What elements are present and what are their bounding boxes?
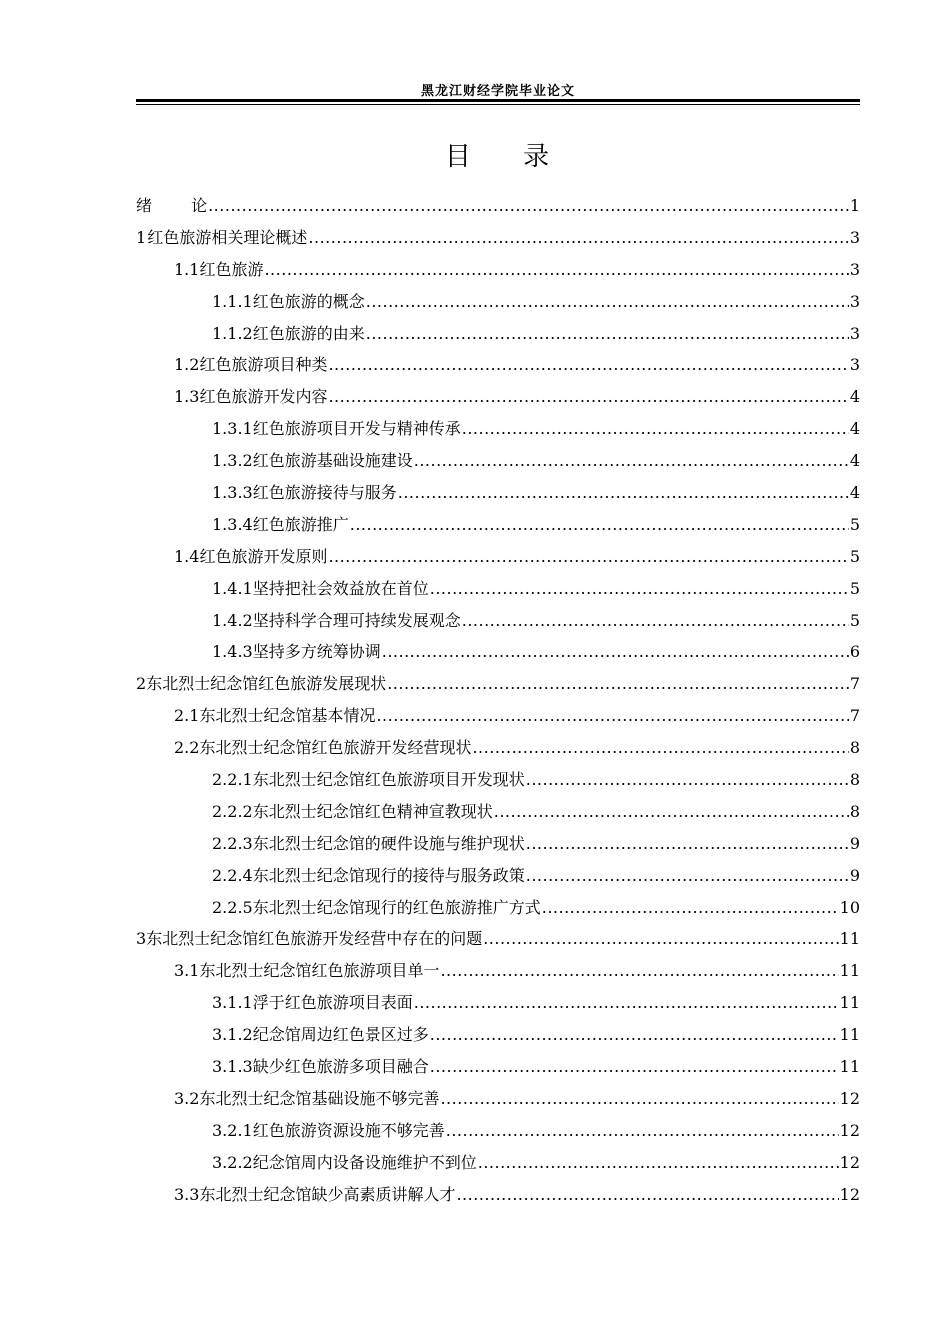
toc-entry[interactable] — [136, 700, 860, 732]
toc-entry-label: 东北烈士纪念馆基本情况 — [199, 706, 376, 726]
toc-entry[interactable] — [136, 573, 860, 605]
toc-entry-number: 1.4 — [174, 546, 200, 566]
toc-entry-label: 坚持科学合理可持续发展观念 — [252, 610, 461, 630]
toc-entry-number: 2.1 — [174, 706, 200, 726]
toc-entry-page: 11 — [839, 993, 860, 1013]
toc-entry[interactable] — [136, 1083, 860, 1115]
toc-entry[interactable] — [136, 509, 860, 541]
toc-entry[interactable] — [136, 636, 860, 668]
toc-entry[interactable] — [136, 605, 860, 637]
toc-dot-leader — [462, 413, 849, 445]
toc-dot-leader — [366, 286, 849, 318]
toc-entry-page: 11 — [839, 961, 860, 981]
toc-dot-leader — [430, 1051, 839, 1083]
toc-entry-number: 2.2.3 — [212, 833, 253, 853]
toc-entry[interactable] — [136, 796, 860, 828]
toc-entry[interactable] — [136, 541, 860, 573]
toc-entry[interactable] — [136, 445, 860, 477]
toc-entry-page: 1 — [849, 196, 860, 215]
toc-entry[interactable] — [136, 860, 860, 892]
toc-entry-number: 2.2.2 — [212, 801, 253, 821]
toc-entry-number: 1.3.1 — [212, 419, 253, 439]
toc-entry-label: 红色旅游项目种类 — [199, 355, 328, 375]
toc-entry[interactable] — [136, 1147, 860, 1179]
toc-entry-label: 东北烈士纪念馆红色旅游开发经营中存在的问题 — [146, 929, 483, 949]
toc-entry-label: 绪 论 — [136, 196, 208, 215]
toc-entry-page: 11 — [839, 1057, 860, 1077]
toc-entry-number: 1.1 — [174, 259, 200, 279]
toc-entry[interactable] — [136, 668, 860, 700]
toc-entry[interactable] — [136, 286, 860, 318]
toc-dot-leader — [350, 509, 849, 541]
toc-entry-page: 5 — [849, 514, 860, 534]
toc-dot-leader — [264, 254, 848, 286]
header-rule-thick — [136, 99, 860, 102]
toc-dot-leader — [440, 1083, 838, 1115]
toc-dot-leader — [328, 541, 848, 573]
toc-entry-label: 红色旅游开发原则 — [199, 546, 328, 566]
toc-dot-leader — [328, 381, 848, 413]
toc-entry-number: 1.1.2 — [212, 323, 253, 343]
toc-dot-leader — [308, 222, 848, 254]
toc-entry-number: 3 — [136, 929, 147, 949]
toc-entry[interactable] — [136, 828, 860, 860]
toc-dot-leader — [382, 636, 849, 668]
toc-entry-label: 东北烈士纪念馆红色旅游发展现状 — [146, 674, 387, 694]
toc-entry-page: 3 — [849, 291, 860, 311]
toc-entry-label: 红色旅游 — [199, 259, 264, 279]
toc-dot-leader — [376, 700, 848, 732]
toc-entry-page: 3 — [849, 323, 860, 343]
toc-entry-number: 1.3.4 — [212, 514, 253, 534]
toc-entry-number: 2 — [136, 674, 147, 694]
toc-entry[interactable] — [136, 955, 860, 987]
toc-entry-label: 缺少红色旅游多项目融合 — [252, 1057, 429, 1077]
toc-entry[interactable] — [136, 764, 860, 796]
toc-entry-page: 3 — [849, 259, 860, 279]
toc-entry-label: 纪念馆周内设备设施维护不到位 — [252, 1152, 477, 1172]
toc-entry-number: 1.1.1 — [212, 291, 253, 311]
toc-dot-leader — [478, 1147, 839, 1179]
toc-dot-leader — [440, 955, 838, 987]
toc-entry[interactable] — [136, 349, 860, 381]
toc-dot-leader — [472, 732, 848, 764]
toc-entry-label: 红色旅游接待与服务 — [252, 483, 397, 503]
toc-entry-label: 红色旅游基础设施建设 — [252, 451, 413, 471]
toc-entry[interactable] — [136, 413, 860, 445]
toc-dot-leader — [430, 1019, 839, 1051]
toc-entry-page: 11 — [839, 929, 860, 949]
toc-entry-page: 8 — [849, 770, 860, 790]
toc-dot-leader — [328, 349, 848, 381]
toc-entry-page: 11 — [839, 1025, 860, 1045]
toc-entry-page: 8 — [849, 738, 860, 758]
toc-entry[interactable] — [136, 254, 860, 286]
toc-entry-page: 9 — [849, 865, 860, 885]
toc-entry-page: 5 — [849, 610, 860, 630]
toc-entry[interactable] — [136, 923, 860, 955]
toc-entry-label: 东北烈士纪念馆红色旅游开发经营现状 — [199, 738, 472, 758]
toc-entry[interactable] — [136, 1115, 860, 1147]
toc-entry-label: 东北烈士纪念馆红色旅游项目开发现状 — [252, 770, 525, 790]
running-header: 黑龙江财经学院毕业论文 — [420, 84, 575, 99]
toc-entry-label: 红色旅游的由来 — [252, 323, 365, 343]
toc-entry[interactable] — [136, 222, 860, 254]
toc-entry-page: 12 — [839, 1152, 860, 1172]
toc-entry-number: 3.1 — [174, 961, 200, 981]
header-rule-thin — [136, 104, 860, 105]
toc-dot-leader — [494, 796, 849, 828]
toc-entry-number: 3.3 — [174, 1184, 200, 1204]
toc-entry-number: 1.4.3 — [212, 642, 253, 662]
toc-entry-page: 7 — [849, 674, 860, 694]
toc-entry-label: 红色旅游推广 — [252, 514, 349, 534]
toc-entry-page: 3 — [849, 227, 860, 247]
toc-entry[interactable] — [136, 1179, 860, 1211]
toc-entry-label: 东北烈士纪念馆缺少高素质讲解人才 — [199, 1184, 456, 1204]
toc-entry-page: 8 — [849, 801, 860, 821]
toc-entry-page: 12 — [839, 1088, 860, 1108]
toc-entry-page: 10 — [839, 897, 860, 917]
toc-entry-number: 2.2.4 — [212, 865, 253, 885]
toc-entry-number: 3.2 — [174, 1088, 200, 1108]
toc-entry-label: 东北烈士纪念馆红色旅游项目单一 — [199, 961, 440, 981]
toc-dot-leader — [414, 445, 849, 477]
toc-entry-number: 2.2.5 — [212, 897, 253, 917]
toc-entry[interactable] — [136, 190, 860, 222]
toc-dot-leader — [456, 1179, 838, 1211]
toc-entry-label: 红色旅游项目开发与精神传承 — [252, 419, 461, 439]
toc-entry-label: 坚持把社会效益放在首位 — [252, 578, 429, 598]
toc-entry-number: 1 — [136, 227, 147, 247]
toc-entry-number: 3.2.2 — [212, 1152, 253, 1172]
toc-entry-label: 东北烈士纪念馆现行的红色旅游推广方式 — [252, 897, 541, 917]
toc-entry[interactable] — [136, 987, 860, 1019]
toc-entry-number: 1.4.2 — [212, 610, 253, 630]
toc-entry-number: 1.2 — [174, 355, 200, 375]
toc-entry[interactable] — [136, 318, 860, 350]
toc-dot-leader — [483, 923, 838, 955]
toc-dot-leader — [446, 1115, 839, 1147]
toc-entry-page: 4 — [849, 387, 860, 407]
toc-entry-number: 1.3 — [174, 387, 200, 407]
toc-entry-label: 红色旅游相关理论概述 — [147, 227, 308, 247]
toc-entry-label: 纪念馆周边红色景区过多 — [252, 1025, 429, 1045]
toc-entry-page: 12 — [839, 1120, 860, 1140]
toc-entry-page: 12 — [839, 1184, 860, 1204]
toc-entry-label: 浮于红色旅游项目表面 — [252, 993, 413, 1013]
toc-dot-leader — [462, 605, 849, 637]
toc-entry[interactable] — [136, 381, 860, 413]
toc-dot-leader — [542, 892, 839, 924]
toc-entry-number: 3.1.2 — [212, 1025, 253, 1045]
toc-entry-number: 3.1.1 — [212, 993, 253, 1013]
toc-entry-number: 1.3.3 — [212, 483, 253, 503]
toc-dot-leader — [398, 477, 849, 509]
toc-dot-leader — [366, 318, 849, 350]
toc-entry-label: 东北烈士纪念馆的硬件设施与维护现状 — [252, 833, 525, 853]
toc-dot-leader — [387, 668, 849, 700]
toc-entry-label: 东北烈士纪念馆红色精神宣教现状 — [252, 801, 493, 821]
table-of-contents — [136, 190, 860, 1211]
toc-entry[interactable] — [136, 477, 860, 509]
toc-entry-page: 5 — [849, 578, 860, 598]
toc-entry-number: 3.2.1 — [212, 1120, 253, 1140]
toc-entry[interactable] — [136, 892, 860, 924]
toc-dot-leader — [208, 190, 849, 222]
toc-entry-number: 2.2.1 — [212, 770, 253, 790]
toc-entry-page: 9 — [849, 833, 860, 853]
toc-dot-leader — [414, 987, 839, 1019]
toc-entry-label: 红色旅游开发内容 — [199, 387, 328, 407]
toc-entry[interactable] — [136, 732, 860, 764]
toc-entry-label: 东北烈士纪念馆基础设施不够完善 — [199, 1088, 440, 1108]
toc-entry-number: 2.2 — [174, 738, 200, 758]
toc-entry-label: 红色旅游资源设施不够完善 — [252, 1120, 445, 1140]
toc-entry-number: 1.4.1 — [212, 578, 253, 598]
toc-entry-label: 红色旅游的概念 — [252, 291, 365, 311]
toc-entry-page: 4 — [849, 451, 860, 471]
toc-entry-page: 5 — [849, 546, 860, 566]
toc-entry-label: 坚持多方统筹协调 — [252, 642, 381, 662]
toc-entry-page: 7 — [849, 706, 860, 726]
toc-dot-leader — [526, 828, 849, 860]
toc-entry-number: 1.3.2 — [212, 451, 253, 471]
toc-dot-leader — [526, 764, 849, 796]
toc-entry[interactable] — [136, 1051, 860, 1083]
toc-entry-page: 4 — [849, 419, 860, 439]
toc-entry-page: 6 — [849, 642, 860, 662]
toc-dot-leader — [526, 860, 849, 892]
toc-entry-number: 3.1.3 — [212, 1057, 253, 1077]
toc-dot-leader — [430, 573, 849, 605]
toc-entry-label: 东北烈士纪念馆现行的接待与服务政策 — [252, 865, 525, 885]
toc-entry-page: 4 — [849, 483, 860, 503]
toc-entry-page: 3 — [849, 355, 860, 375]
toc-entry[interactable] — [136, 1019, 860, 1051]
toc-title: 目 录 — [444, 142, 552, 172]
